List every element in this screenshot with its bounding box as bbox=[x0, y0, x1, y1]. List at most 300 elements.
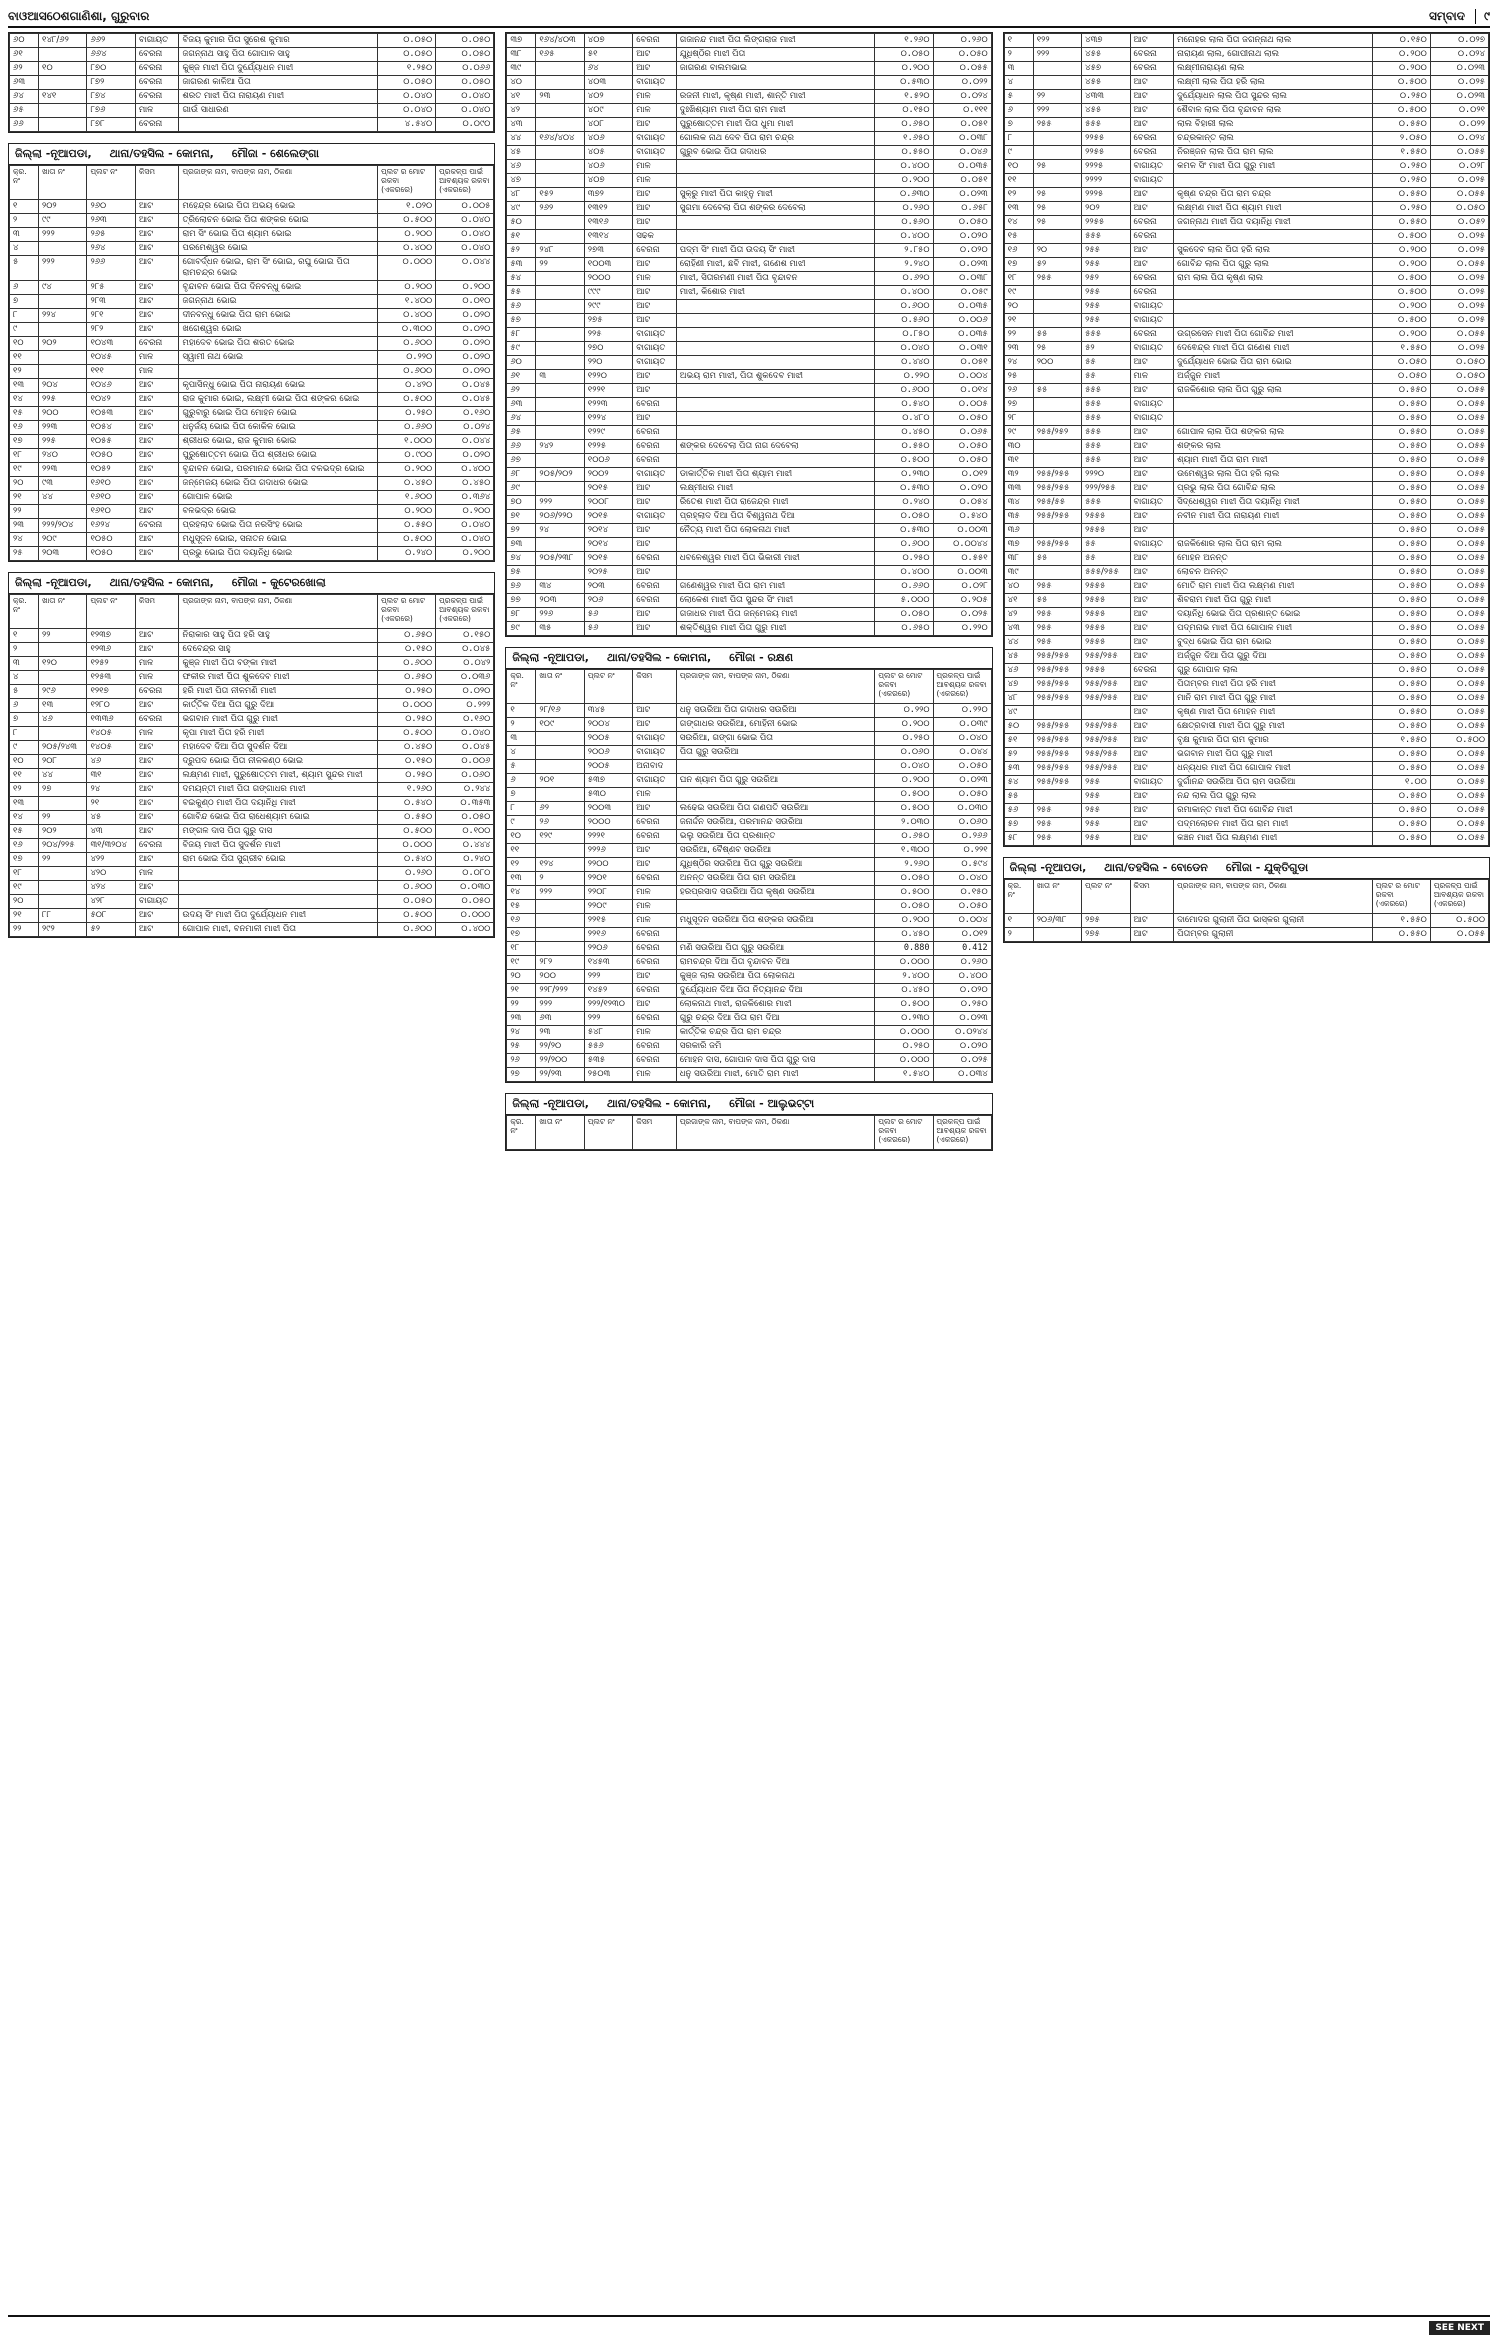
plot-cell: ୨୦୨ bbox=[1082, 202, 1130, 216]
khata-cell bbox=[536, 566, 584, 580]
required-area-cell: ୦.୦୩୫ bbox=[933, 300, 991, 314]
column-header: ପ୍ରଜାଙ୍କ ନାମ, ବାପଙ୍କ ନାମ, ଠିକଣା bbox=[676, 670, 875, 704]
khata-cell bbox=[39, 727, 87, 741]
khata-cell: ୨୨୫ bbox=[39, 435, 87, 449]
total-area-cell: ୦.୬୦୦ bbox=[378, 337, 436, 351]
column-header: କିସମ bbox=[1130, 880, 1174, 914]
plot-cell: ୧୦୫୦ bbox=[87, 547, 135, 561]
khata-cell: ୨୮୨ bbox=[536, 956, 584, 970]
required-area-cell: ୦.୦୫୦ bbox=[436, 48, 494, 62]
required-area-cell: ୦.୧୦୦ bbox=[436, 825, 494, 839]
total-area-cell: ୪.୫୪୦ bbox=[378, 118, 436, 132]
owner-cell: ଶୈବାଳ ଲାଲ ପିତା ବୃନ୍ଦାବନ ଲାଲ bbox=[1174, 104, 1373, 118]
owner-cell: ଗୋପାଳ ଲାଲ ପିତା ଶଙ୍କର ଲାଲ bbox=[1174, 426, 1373, 440]
owner-cell bbox=[1174, 286, 1373, 300]
serial-cell: ୨ bbox=[1004, 928, 1033, 942]
kisam-cell: ଆଟ bbox=[135, 881, 179, 895]
table-row bbox=[507, 202, 991, 216]
table-row bbox=[1004, 608, 1488, 622]
plot-cell: ୨୨୦୯ bbox=[584, 900, 632, 914]
kisam-cell: ଆଟ bbox=[1130, 580, 1174, 594]
khata-cell bbox=[1033, 300, 1081, 314]
owner-cell bbox=[1174, 174, 1373, 188]
total-area-cell: ୦.୫୫୦ bbox=[1372, 636, 1430, 650]
plot-cell: ୨୬୪ bbox=[87, 242, 135, 256]
serial-cell: ୧୧ bbox=[10, 769, 39, 783]
owner-cell: ଲକ୍ଷ୍ମଣ ମାଝୀ, ପୁରୁଷୋତ୍ତମ ମାଝୀ, ଶ୍ୟାମ ସୁନ୍ଦର ମାଝୀ bbox=[179, 769, 378, 783]
serial-cell: ୨୩ bbox=[10, 519, 39, 533]
serial-cell: ୬୨ bbox=[507, 384, 536, 398]
block-title bbox=[9, 144, 494, 165]
table-row bbox=[507, 230, 991, 244]
serial-cell: ୬ bbox=[10, 281, 39, 295]
khata-cell bbox=[536, 384, 584, 398]
kisam-cell: ବାଗାୟତ bbox=[633, 76, 677, 90]
plot-cell: ୨୫୫ bbox=[1082, 818, 1130, 832]
owner-cell: ଦେଵେନ୍ଦ୍ର ମାଝୀ ପିତା ଗଣେଶ ମାଝୀ bbox=[1174, 342, 1373, 356]
serial-cell: ୩୬ bbox=[1004, 524, 1033, 538]
kisam-cell: ବାଗାୟତ bbox=[633, 732, 677, 746]
total-area-cell: ୦.୬୩୦ bbox=[875, 188, 933, 202]
total-area-cell: ୦.୪୦୦ bbox=[875, 286, 933, 300]
table-row bbox=[507, 216, 991, 230]
khata-cell: ୬୨ bbox=[536, 802, 584, 816]
kisam-cell: ବେରନା bbox=[1130, 146, 1174, 160]
khata-cell: ୨୮/୧୬ bbox=[536, 704, 584, 718]
column-header: ପ୍ଲଟ ର ମୋଟ ରକବା (ଏକରରେ) bbox=[378, 166, 436, 200]
required-area-cell: ୦.୦୫୫ bbox=[1430, 594, 1488, 608]
column-header: କ୍ର. ନଂ bbox=[10, 595, 39, 629]
plot-cell: ୩୧/୩୨୦୪ bbox=[87, 839, 135, 853]
table-row bbox=[1004, 314, 1488, 328]
block-title-part: ଥାନା/ତହସିଲ - କୋମନା, bbox=[606, 1097, 712, 1110]
serial-cell: ୬୫ bbox=[507, 426, 536, 440]
owner-cell: ପ୍ରଭୁ ଭୋଇ ପିତା ଦୟାନିଧି ଭୋଇ bbox=[179, 547, 378, 561]
table-row bbox=[10, 76, 494, 90]
owner-cell: ସ୍ୱାମୀ ନାଥ ଭୋଇ bbox=[179, 351, 378, 365]
total-area-cell: ୦.୫୫୦ bbox=[1372, 594, 1430, 608]
owner-cell: ଗୋବିନ୍ଦ ଲାଲ ପିତା ଗୁରୁ ଲାଲ bbox=[1174, 258, 1373, 272]
plot-cell: ୧୬୧୦ bbox=[87, 491, 135, 505]
required-area-cell: ୦.୦୫୫ bbox=[1430, 818, 1488, 832]
kisam-cell: ବାଗାୟତ bbox=[633, 132, 677, 146]
khata-cell bbox=[1033, 286, 1081, 300]
khata-cell: ୩୫ bbox=[536, 622, 584, 636]
serial-cell: ୪୬ bbox=[507, 160, 536, 174]
column-header: ପ୍ଲଟ ର ମୋଟ ରକବା (ଏକରରେ) bbox=[1372, 880, 1430, 914]
table-row bbox=[1004, 90, 1488, 104]
required-area-cell: ୦.୦୨୮ bbox=[1430, 160, 1488, 174]
owner-cell: ଶଙ୍କର ଦେବେଲା ପିତା ନାଗ ଦେବେଲା bbox=[676, 440, 875, 454]
required-area-cell: ୦.୦୦୪ bbox=[933, 914, 991, 928]
plot-cell: ୧୪୫୨ bbox=[584, 984, 632, 998]
required-area-cell: ୦.୦୫୫ bbox=[933, 62, 991, 76]
plot-cell: ୫୫୫ bbox=[1082, 496, 1130, 510]
khata-cell: ୨୨୨ bbox=[536, 496, 584, 510]
table-row bbox=[1004, 832, 1488, 846]
kisam-cell: ବେରନା bbox=[633, 580, 677, 594]
table-row bbox=[1004, 720, 1488, 734]
khata-cell bbox=[536, 216, 584, 230]
serial-cell: ୧୯ bbox=[507, 956, 536, 970]
total-area-cell: ୦.୫୫୦ bbox=[1372, 440, 1430, 454]
column-header: ଖାତା ନଂ bbox=[536, 670, 584, 704]
plot-cell: ୨୫୫ bbox=[1082, 804, 1130, 818]
plot-cell: ୧୦୫୨ bbox=[87, 463, 135, 477]
total-area-cell: ୦.୨୫୦ bbox=[378, 713, 436, 727]
table-row bbox=[507, 468, 991, 482]
total-area-cell: ୦.୫୦୦ bbox=[1372, 314, 1430, 328]
required-area-cell: ୦.୦୪୦ bbox=[933, 872, 991, 886]
owner-cell bbox=[1174, 314, 1373, 328]
table-row bbox=[1004, 650, 1488, 664]
owner-cell: ଗୋପାଳ ମାଝୀ, ବନମାଳୀ ମାଝୀ ପିତା bbox=[179, 923, 378, 937]
land-table-block bbox=[8, 572, 495, 938]
total-area-cell: ୦.୫୫୦ bbox=[1372, 762, 1430, 776]
kisam-cell: ଆଟ bbox=[1130, 510, 1174, 524]
column-header: ପ୍ଲଟ ର ମୋଟ ରକବା (ଏକରରେ) bbox=[378, 595, 436, 629]
khata-cell bbox=[536, 760, 584, 774]
serial-cell: ୪ bbox=[10, 671, 39, 685]
kisam-cell: ଆଟ bbox=[135, 242, 179, 256]
plot-cell: ୩୭୨ bbox=[584, 188, 632, 202]
serial-cell: ୪୨ bbox=[1004, 608, 1033, 622]
plot-cell: ୪୫୭ bbox=[1082, 62, 1130, 76]
serial-cell: ୩୯ bbox=[507, 62, 536, 76]
owner-cell: ରଜନୀ ମାଝୀ, କୃଷ୍ଣ ମାଝୀ, ଶାନ୍ତି ମାଝୀ bbox=[676, 90, 875, 104]
total-area-cell: ୦.୫୬୦ bbox=[875, 216, 933, 230]
serial-cell: ୭୮ bbox=[507, 608, 536, 622]
table-row bbox=[1004, 776, 1488, 790]
owner-cell: ଗୋପାଳ ଭୋଇ bbox=[179, 491, 378, 505]
khata-cell: ୨୦୮ bbox=[39, 755, 87, 769]
khata-cell bbox=[1033, 706, 1081, 720]
plot-cell: ୪୨୪ bbox=[87, 881, 135, 895]
required-area-cell: ୦.୦୫୦ bbox=[933, 412, 991, 426]
plot-cell: ୨୫୫୫ bbox=[1082, 636, 1130, 650]
kisam-cell: ବେରନା bbox=[135, 118, 179, 132]
table-row bbox=[10, 547, 494, 561]
plot-cell: ୪୦୬ bbox=[584, 132, 632, 146]
kisam-cell: ଆଟ bbox=[633, 258, 677, 272]
required-area-cell: ୦.୦୨୩ bbox=[933, 258, 991, 272]
serial-cell: ୭ bbox=[507, 788, 536, 802]
table-row bbox=[507, 998, 991, 1012]
required-area-cell: ୦.୨୨୦ bbox=[933, 622, 991, 636]
required-area-cell: ୦.୦୮୦ bbox=[436, 867, 494, 881]
khata-cell bbox=[536, 900, 584, 914]
total-area-cell: ୦.୦୦୦ bbox=[875, 1054, 933, 1068]
required-area-cell: ୦.୦୫୫ bbox=[1430, 468, 1488, 482]
owner-cell: ବୃନ୍ଦାବନ ଭୋଇ ପିତା ଦିନବନ୍ଧୁ ଭୋଇ bbox=[179, 281, 378, 295]
total-area-cell: ୦.୫୫୦ bbox=[1372, 692, 1430, 706]
owner-cell: ଦମୟନ୍ତୀ ମାଝୀ ପିତା ଗଙ୍ଗାଧର ମାଝୀ bbox=[179, 783, 378, 797]
serial-cell: ୨୦ bbox=[10, 895, 39, 909]
total-area-cell: ୦.୫୫୦ bbox=[1372, 538, 1430, 552]
owner-cell: ଉଦୟ ସିଂ ମାଝୀ ପିତା ଦୁର୍ଯ୍ୟୋଧନ ମାଝୀ bbox=[179, 909, 378, 923]
kisam-cell: ଆଟ bbox=[1130, 734, 1174, 748]
owner-cell: ପ୍ରହ୍ଲାଦ ଦିଆ ପିତା ବିଶ୍ୱନାଥ ଦିଆ bbox=[676, 510, 875, 524]
serial-cell: ୨୩ bbox=[1004, 342, 1033, 356]
owner-cell: ମୋହନ ଦାସ, ଗୋପାଳ ଦାସ ପିତା ଗୁରୁ ଦାସ bbox=[676, 1054, 875, 1068]
kisam-cell: ଆଟ bbox=[1130, 790, 1174, 804]
plot-cell: ୨୫୫ bbox=[1082, 314, 1130, 328]
serial-cell: ୧୨ bbox=[507, 858, 536, 872]
plot-cell: ୧୦୪୬ bbox=[87, 379, 135, 393]
required-area-cell: ୦.୦୨୦ bbox=[436, 309, 494, 323]
khata-cell bbox=[39, 671, 87, 685]
owner-cell: କମଳ ସିଂ ମାଝୀ ପିତା ଗୁରୁ ମାଝୀ bbox=[1174, 160, 1373, 174]
plot-cell: ୨୨୦୧ bbox=[584, 872, 632, 886]
land-table-block bbox=[1003, 857, 1490, 943]
owner-cell: ପିତା ଗୁରୁ ସଉରିଆ bbox=[676, 746, 875, 760]
required-area-cell: ୦.୦୦୫ bbox=[436, 200, 494, 214]
kisam-cell: ଆଟ bbox=[1130, 832, 1174, 846]
table-row bbox=[10, 242, 494, 256]
plot-cell: ୫୬ bbox=[584, 622, 632, 636]
plot-cell: ୫୫୫ bbox=[1082, 412, 1130, 426]
serial-cell: ୧୫ bbox=[1004, 230, 1033, 244]
khata-cell bbox=[1033, 566, 1081, 580]
kisam-cell: ବେରନା bbox=[633, 1040, 677, 1054]
required-area-cell: ୦.୦୫୦ bbox=[933, 900, 991, 914]
required-area-cell: ୦.୨୨୨ bbox=[436, 699, 494, 713]
owner-cell bbox=[676, 230, 875, 244]
owner-cell: ପଦ୍ମ ସିଂ ମାଝୀ ପିତା ଉଦୟ ସିଂ ମାଝୀ bbox=[676, 244, 875, 258]
owner-cell: ରାଜକିଶୋର ଲାଲ ପିତା ଗୁରୁ ଲାଲ bbox=[1174, 384, 1373, 398]
khata-cell bbox=[536, 788, 584, 802]
required-area-cell: ୦.୦୧୪ bbox=[933, 384, 991, 398]
table-row bbox=[507, 48, 991, 62]
column-header: ପ୍ରକଳ୍ପ ପାଇଁ ଆବଶ୍ୟକ ରକବା (ଏକରରେ) bbox=[436, 166, 494, 200]
khata-cell: ୨୫୫/୨୫୫ bbox=[1033, 762, 1081, 776]
table-row bbox=[507, 412, 991, 426]
total-area-cell: ୦.୨୦୦ bbox=[875, 62, 933, 76]
plot-cell: ୫୧ bbox=[584, 48, 632, 62]
plot-cell: ୨୦୦୬ bbox=[584, 746, 632, 760]
total-area-cell: ୧.୪୦୦ bbox=[378, 295, 436, 309]
khata-cell: ୨୭ bbox=[39, 783, 87, 797]
plot-cell: ୨୦୦୨ bbox=[584, 468, 632, 482]
serial-cell: ୧୯ bbox=[10, 881, 39, 895]
table-row bbox=[507, 928, 991, 942]
total-area-cell: ୦.୫୫୦ bbox=[1372, 720, 1430, 734]
table-row bbox=[507, 454, 991, 468]
required-area-cell: ୦.୧୧୧ bbox=[933, 104, 991, 118]
plot-cell: ୧୪୦୫ bbox=[87, 727, 135, 741]
serial-cell: ୧୩ bbox=[1004, 202, 1033, 216]
owner-cell: ଅର୍ଜ୍ଜୁନ ମାଝୀ bbox=[1174, 370, 1373, 384]
table-row bbox=[507, 1040, 991, 1054]
khata-cell bbox=[536, 104, 584, 118]
kisam-cell: ବେରନା bbox=[633, 830, 677, 844]
khata-cell: ୪୪ bbox=[39, 491, 87, 505]
table-row bbox=[507, 510, 991, 524]
plot-cell: ୪୦୮ bbox=[584, 118, 632, 132]
owner-cell: ଲୋକେଶ ମାଝୀ ପିତା ସୁନ୍ଦର ସିଂ ମାଝୀ bbox=[676, 594, 875, 608]
plot-cell: ୨୭୦ bbox=[584, 342, 632, 356]
khata-cell: ୨୫୫ bbox=[1033, 622, 1081, 636]
table-row bbox=[507, 760, 991, 774]
khata-cell: ୨୨୮/୨୨୨ bbox=[536, 984, 584, 998]
owner-cell: ଗୁରୁ ଚନ୍ଦ୍ର ଦିଆ ପିତା ରାମ ଦିଆ bbox=[676, 1012, 875, 1026]
khata-cell bbox=[536, 76, 584, 90]
serial-cell: ୧୭ bbox=[10, 435, 39, 449]
block-title-part: ମୌଜା - ଆଲୁଭଟ୍ଟା bbox=[729, 1097, 815, 1110]
required-area-cell: ୦.୦୩୬ bbox=[436, 671, 494, 685]
serial-cell: ୧ bbox=[1004, 914, 1033, 928]
serial-cell: ୧୧ bbox=[10, 351, 39, 365]
column-header: ଖାତା ନଂ bbox=[39, 166, 87, 200]
required-area-cell: ୦.୦୪୫ bbox=[436, 643, 494, 657]
page-footer-rule bbox=[8, 2315, 1490, 2317]
plot-cell: ୧୧୧ bbox=[87, 365, 135, 379]
serial-cell: ୧ bbox=[1004, 34, 1033, 48]
kisam-cell: ଆଟ bbox=[1130, 356, 1174, 370]
khata-cell: ୨୪୨ bbox=[536, 440, 584, 454]
table-row bbox=[507, 328, 991, 342]
total-area-cell: ୦.୫୦୦ bbox=[378, 825, 436, 839]
land-table bbox=[506, 1115, 991, 1150]
serial-cell: ୭୯ bbox=[507, 622, 536, 636]
plot-cell: ୨୬୦ bbox=[87, 200, 135, 214]
serial-cell: ୧୮ bbox=[507, 942, 536, 956]
plot-cell: ୪୦୨ bbox=[584, 90, 632, 104]
plot-cell: ୨୦୧୫ bbox=[584, 510, 632, 524]
khata-cell: ୨୫ bbox=[1033, 188, 1081, 202]
table-row bbox=[507, 244, 991, 258]
table-row bbox=[10, 365, 494, 379]
owner-cell bbox=[676, 426, 875, 440]
owner-cell: ସିଦ୍ଧେଶ୍ୱର ମାଝୀ ପିତା ଦୟାନିଧି ମାଝୀ bbox=[1174, 496, 1373, 510]
table-row bbox=[507, 132, 991, 146]
kisam-cell: ଆଟ bbox=[135, 853, 179, 867]
serial-cell: ୪୨ bbox=[507, 104, 536, 118]
khata-cell: ୬୩ bbox=[536, 1012, 584, 1026]
required-area-cell: ୦.୦୦୬ bbox=[436, 755, 494, 769]
total-area-cell: ୦.୬୨୦ bbox=[875, 272, 933, 286]
required-area-cell: ୦.୦୪୪ bbox=[436, 435, 494, 449]
plot-cell: ୧୨୨୯ bbox=[584, 426, 632, 440]
serial-cell: ୧୭ bbox=[507, 928, 536, 942]
required-area-cell: ୦.୪୪୪ bbox=[436, 839, 494, 853]
plot-cell: ୨୨୧୬ bbox=[584, 928, 632, 942]
required-area-cell: ୦.୦୨୦ bbox=[436, 365, 494, 379]
plot-cell: ୨୨୦୦ bbox=[584, 858, 632, 872]
total-area-cell: ୦.୨୩୦ bbox=[875, 468, 933, 482]
total-area-cell: ୦.୫୦୦ bbox=[378, 909, 436, 923]
khata-cell: ୧୪୧ bbox=[39, 90, 87, 104]
plot-cell: ୫୦୮ bbox=[87, 909, 135, 923]
owner-cell: ଗୋବର୍ଦ୍ଧନ ଭୋଇ, ରାମ ସିଂ ଭୋଇ, ରଘୁ ଭୋଇ ପିତା ରାମଚନ୍ଦ୍ର ଭୋଇ bbox=[179, 256, 378, 281]
required-area-cell: ୦.୦୫୨ bbox=[1430, 216, 1488, 230]
required-area-cell: ୦.୦୨୦ bbox=[436, 337, 494, 351]
plot-cell: ୨୦୧୫ bbox=[584, 552, 632, 566]
plot-cell: ୨୨୫୫ bbox=[1082, 132, 1130, 146]
required-area-cell: ୦.୨୬୬ bbox=[933, 830, 991, 844]
table-row bbox=[1004, 636, 1488, 650]
khata-cell bbox=[536, 914, 584, 928]
kisam-cell: ଆଟ bbox=[633, 524, 677, 538]
plot-cell: ୨୨୨୬ bbox=[584, 844, 632, 858]
serial-cell: ୩୩ bbox=[1004, 482, 1033, 496]
required-area-cell: ୦.୦୦୪ bbox=[933, 370, 991, 384]
required-area-cell: ୦.୦୩୮ bbox=[933, 132, 991, 146]
serial-cell: ୭୭ bbox=[507, 594, 536, 608]
owner-cell: ବଳଭଦ୍ର ଭୋଇ bbox=[179, 505, 378, 519]
kisam-cell: ଆଟ bbox=[1130, 914, 1174, 928]
owner-cell: ମୋତି ରାମ ମାଝୀ ପିତା ଲକ୍ଷ୍ମଣ ମାଝୀ bbox=[1174, 580, 1373, 594]
plot-cell: ୨୬୩ bbox=[87, 214, 135, 228]
plot-cell: ୪୨୦ bbox=[87, 867, 135, 881]
khata-cell: ୨୨୨/୨୦୪ bbox=[39, 519, 87, 533]
serial-cell: ୨୨ bbox=[507, 998, 536, 1012]
kisam-cell: ବାଗାୟତ bbox=[633, 356, 677, 370]
plot-cell: ୫୫ bbox=[1082, 370, 1130, 384]
required-area-cell: ୦.୦୩୫ bbox=[933, 160, 991, 174]
required-area-cell: ୦.୦୩୯ bbox=[933, 718, 991, 732]
plot-cell: ୨୨୨୫ bbox=[1082, 160, 1130, 174]
total-area-cell: ୦.୫୦୦ bbox=[875, 454, 933, 468]
table-row bbox=[507, 858, 991, 872]
owner-cell: ଲକ୍ଷ୍ମଣ ମାଝୀ ପିତା ଶ୍ୟାମ ମାଝୀ bbox=[1174, 202, 1373, 216]
serial-cell: ୪୧ bbox=[507, 90, 536, 104]
serial-cell: ୪୪ bbox=[1004, 636, 1033, 650]
owner-cell: ଗଜାଧର ମାଝୀ ପିତା ଜନ୍ମେଜୟ ମାଝୀ bbox=[676, 608, 875, 622]
owner-cell: ରାମ ସିଂ ଭୋଇ ପିତା ଶ୍ୟାମ ଭୋଇ bbox=[179, 228, 378, 242]
column-header: କିସମ bbox=[633, 1116, 677, 1150]
serial-cell: ୭୧ bbox=[507, 510, 536, 524]
kisam-cell: ଆଟ bbox=[135, 214, 179, 228]
owner-cell: ନନ୍ଦ ଲାଲ ପିତା ଗୁରୁ ଲାଲ bbox=[1174, 790, 1373, 804]
kisam-cell: ଆଟ bbox=[1130, 804, 1174, 818]
plot-cell: ୧୨୩୭ bbox=[87, 629, 135, 643]
khata-cell: ୧୬୪/୪୦୩ bbox=[536, 34, 584, 48]
required-area-cell: ୦.୦୨୪ bbox=[436, 421, 494, 435]
serial-cell: ୧୦ bbox=[10, 337, 39, 351]
total-area-cell: ୦.୬୬୦ bbox=[875, 580, 933, 594]
required-area-cell: ୦.୦୧୨ bbox=[933, 468, 991, 482]
column-header: ପ୍ରଜାଙ୍କ ନାମ, ବାପଙ୍କ ନାମ, ଠିକଣା bbox=[1174, 880, 1373, 914]
plot-cell: ୪୦୫ bbox=[584, 146, 632, 160]
required-area-cell: ୦.୦୫୫ bbox=[1430, 762, 1488, 776]
total-area-cell: ୦.୬୦୦ bbox=[378, 365, 436, 379]
kisam-cell: ଆଟ bbox=[633, 718, 677, 732]
owner-cell: ନବୀନ ମାଝୀ ପିତା ନାରାୟଣ ମାଝୀ bbox=[1174, 510, 1373, 524]
khata-cell: ୨୫ bbox=[1033, 160, 1081, 174]
khata-cell: ୪୪ bbox=[39, 769, 87, 783]
column-header: ପ୍ରଜାଙ୍କ ନାମ, ବାପଙ୍କ ନାମ, ଠିକଣା bbox=[179, 595, 378, 629]
plot-cell: ୨୫୫୫ bbox=[1082, 580, 1130, 594]
plot-cell: ୧୦୪୩ bbox=[87, 337, 135, 351]
table-row bbox=[10, 295, 494, 309]
column-header: କିସମ bbox=[633, 670, 677, 704]
khata-cell bbox=[536, 300, 584, 314]
khata-cell bbox=[1033, 454, 1081, 468]
table-row bbox=[10, 699, 494, 713]
plot-cell: ୫୫ bbox=[1082, 538, 1130, 552]
khata-cell: ୨୨୬ bbox=[536, 608, 584, 622]
required-area-cell: 0.412 bbox=[933, 942, 991, 956]
serial-cell: ୫ bbox=[10, 685, 39, 699]
table-row bbox=[10, 895, 494, 909]
khata-cell: ୨୬ bbox=[536, 816, 584, 830]
khata-cell: ୨୫ bbox=[1033, 202, 1081, 216]
total-area-cell: ୦.୫୦୦ bbox=[1372, 286, 1430, 300]
block-title-part: ଥାନା/ତହସିଲ - ବୋଡେନ bbox=[1104, 861, 1208, 874]
khata-cell bbox=[536, 844, 584, 858]
column-header: ଖାତା ନଂ bbox=[1033, 880, 1081, 914]
